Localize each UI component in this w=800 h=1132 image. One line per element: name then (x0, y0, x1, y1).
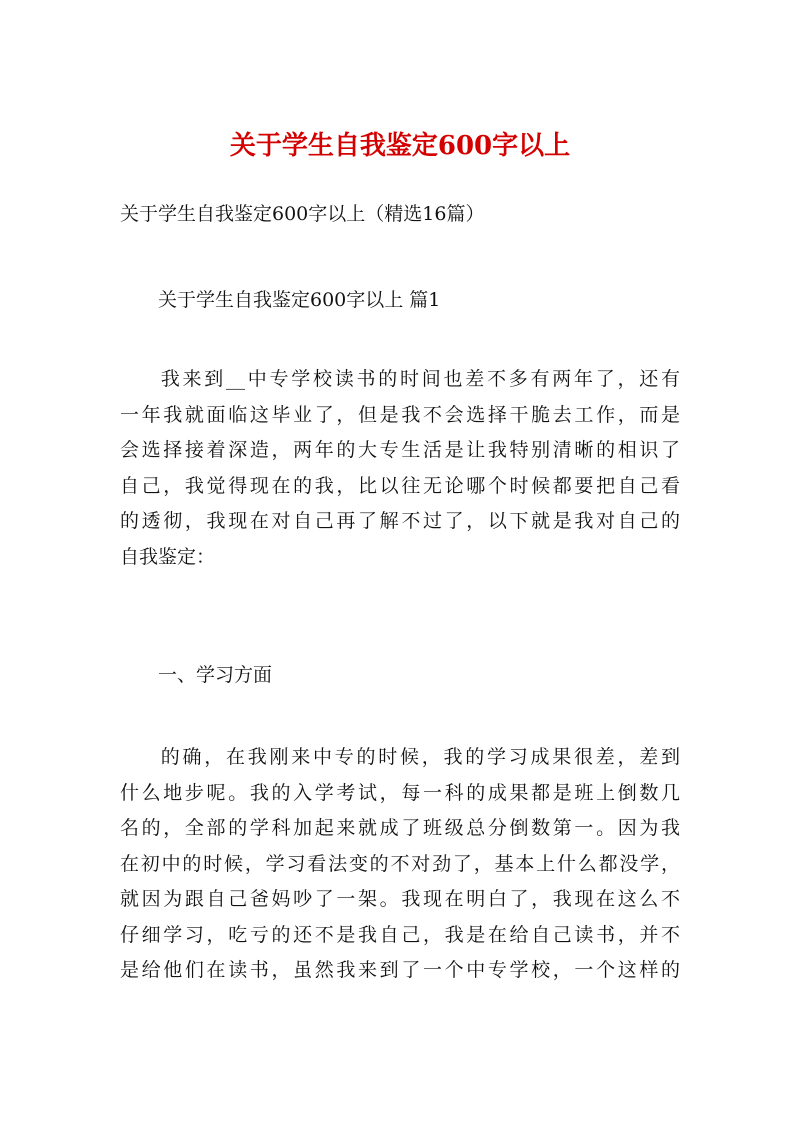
paragraph-line: 什么地步呢。我的入学考试，每一科的成果都是班上倒数几 (120, 781, 680, 804)
article-heading: 关于学生自我鉴定600字以上 篇1 (158, 289, 441, 311)
paragraph-line: 仔细学习，吃亏的还不是我自己，我是在给自己读书，并不 (120, 923, 680, 946)
intro-paragraph (120, 362, 680, 575)
paragraph-line (120, 740, 680, 776)
paragraph-line: 是给他们在读书，虽然我来到了一个中专学校，一个这样的 (120, 959, 680, 981)
paragraph-line: 一年我就面临这毕业了，但是我不会选择干脆去工作，而是 (120, 403, 680, 426)
paragraph-line: 就因为跟自己爸妈吵了一架。我现在明白了，我现在这么不 (120, 888, 680, 910)
paragraph-line: 在初中的时候，学习看法变的不对劲了，基本上什么都没学， (120, 852, 680, 875)
paragraph-line-text: 的确，在我刚来中专的时候，我的学习成果很差，差到 (158, 746, 680, 768)
paragraph-line: 自己，我觉得现在的我，比以往无论哪个时候都要把自己看 (120, 474, 680, 497)
document-subtitle: 关于学生自我鉴定600字以上（精选16篇） (120, 203, 485, 225)
study-paragraph (120, 740, 680, 989)
paragraph-line: 会选择接着深造，两年的大专生活是让我特别清晰的相识了 (120, 439, 680, 461)
paragraph-line (120, 362, 680, 398)
section-heading-study: 一、学习方面 (158, 664, 273, 686)
paragraph-line: 名的，全部的学科加起来就成了班级总分倒数第一。因为我 (120, 817, 680, 839)
document-title: 关于学生自我鉴定600字以上 (229, 131, 571, 161)
paragraph-line: 的透彻，我现在对自己再了解不过了，以下就是我对自己的 (120, 510, 680, 532)
paragraph-line-text: 我来到__中专学校读书的时间也差不多有两年了，还有 (158, 368, 680, 390)
paragraph-line: 自我鉴定： (120, 545, 216, 568)
